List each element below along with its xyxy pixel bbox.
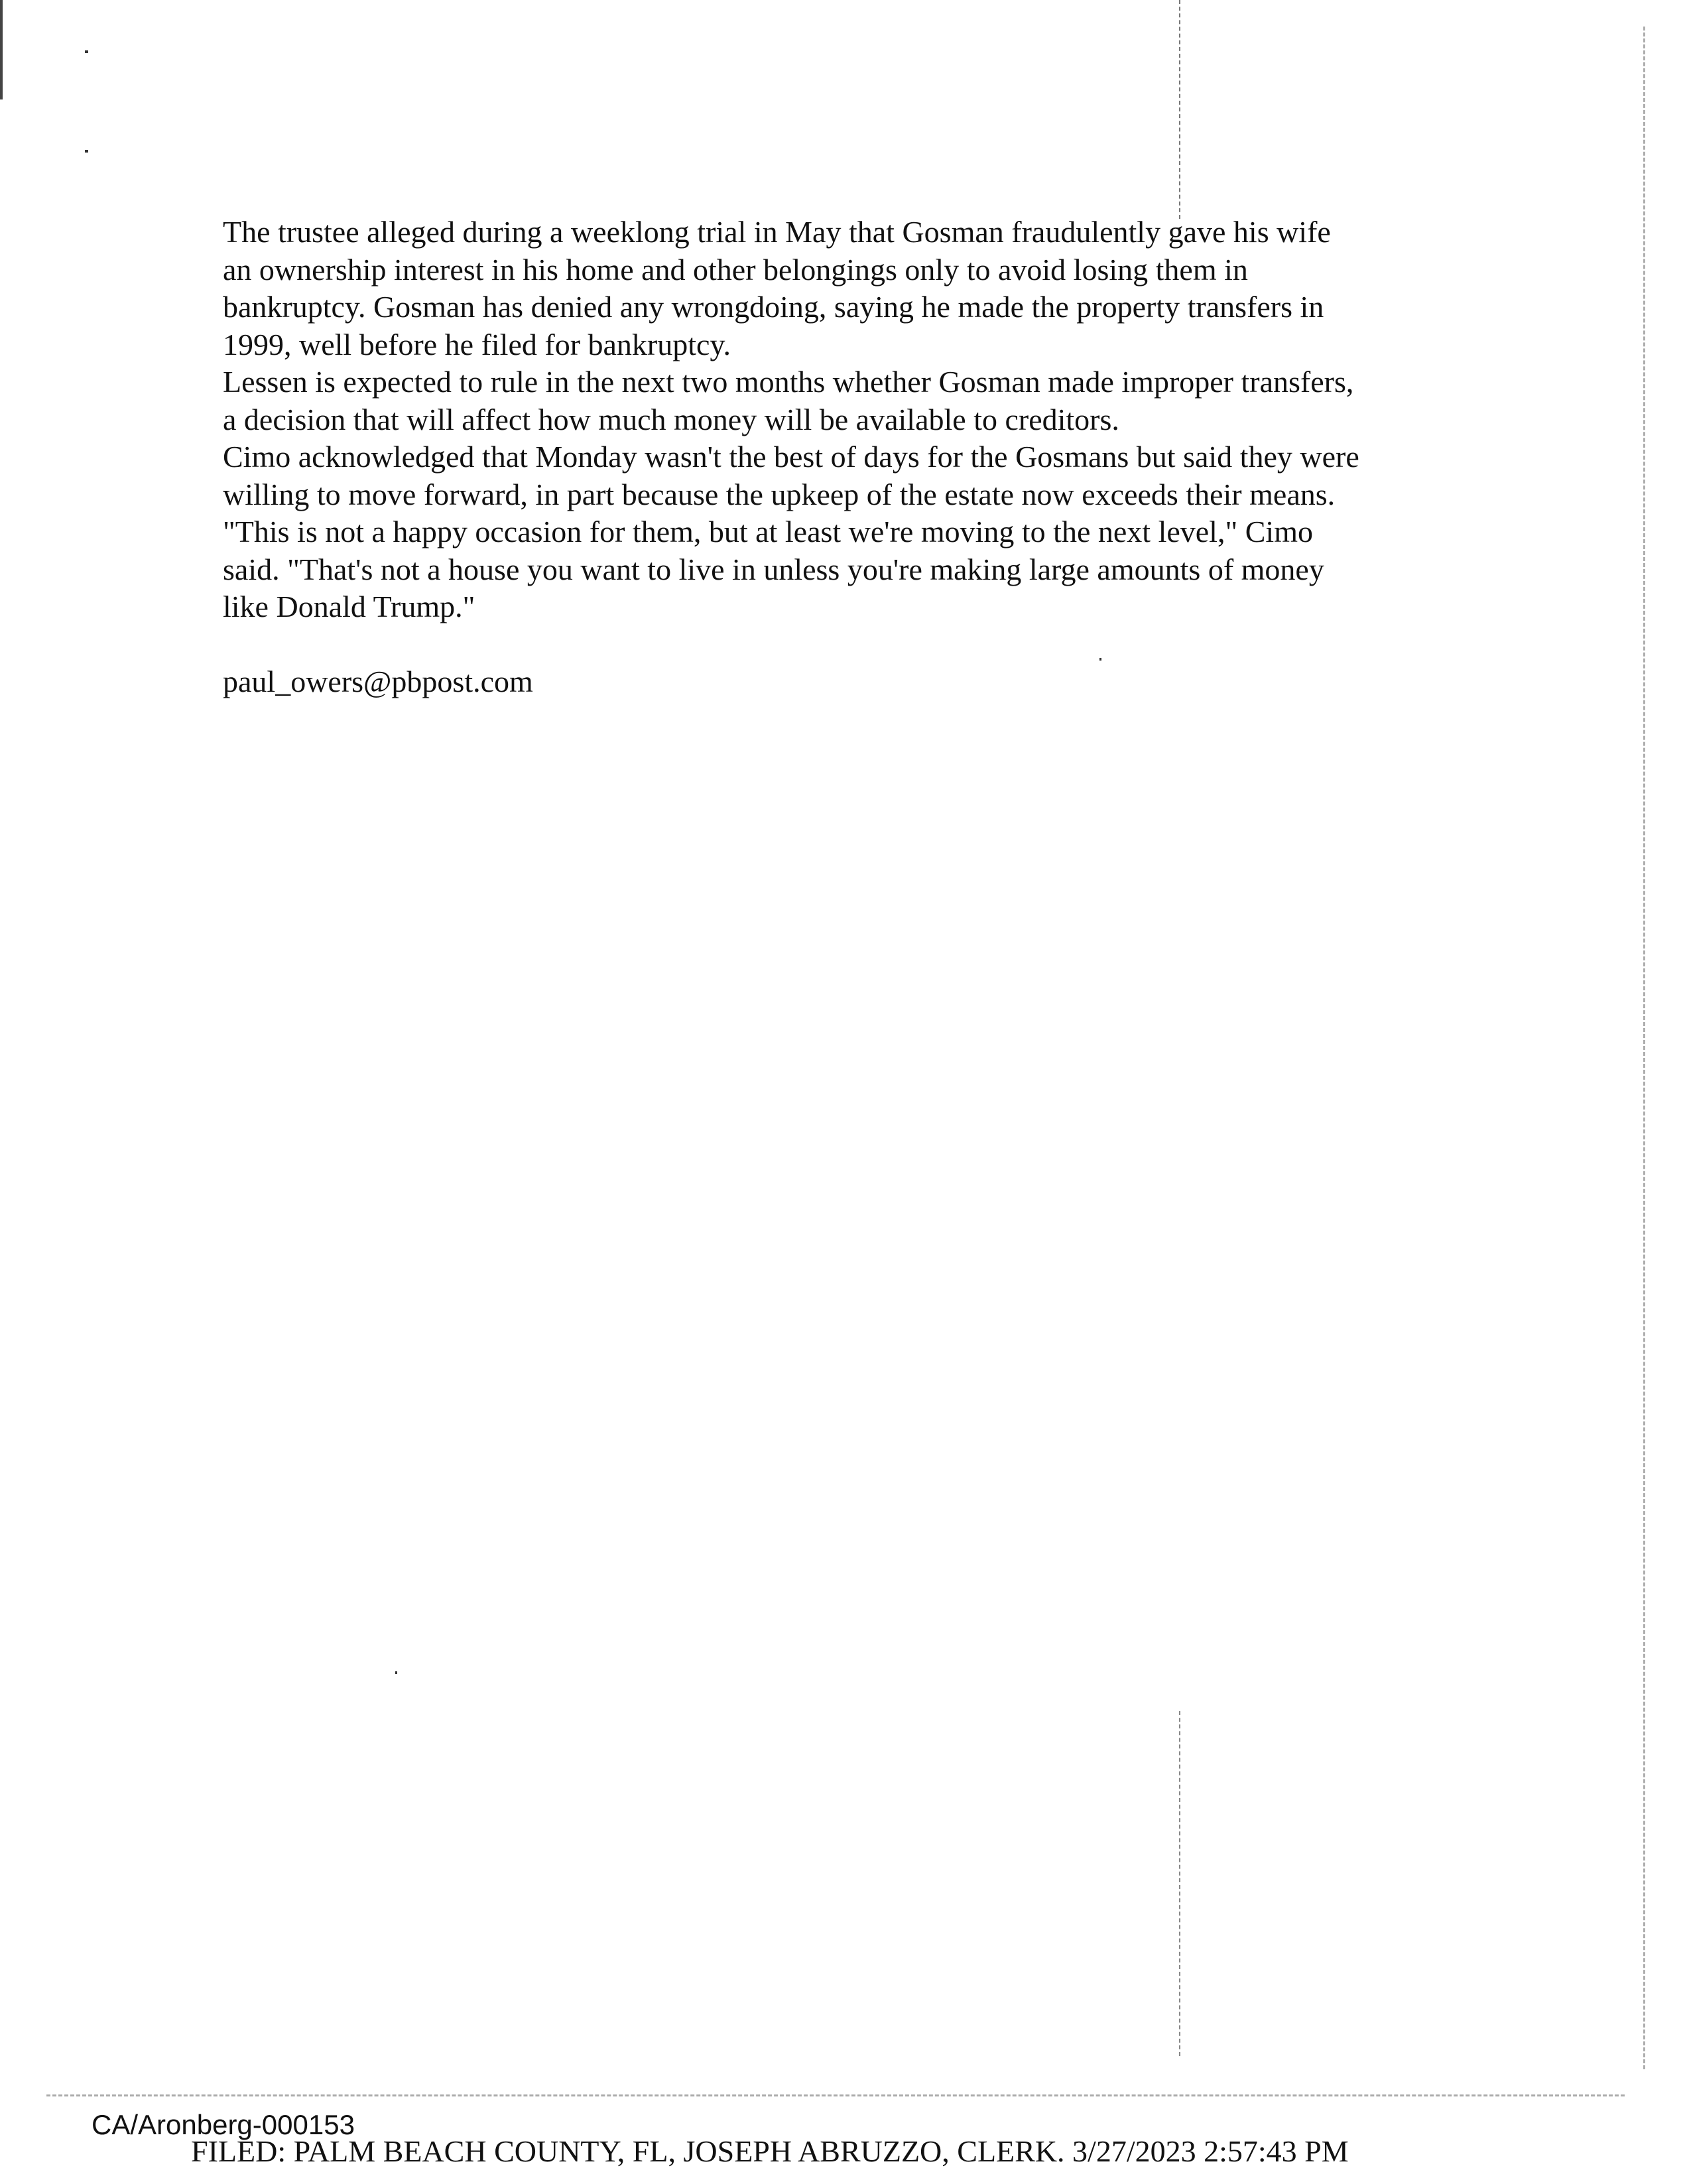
fold-line-top xyxy=(1179,0,1180,219)
scan-speck xyxy=(85,150,88,153)
article-paragraph: "This is not a happy occasion for them, but at least we're moving to the next level," Cimo said. "That's not a house you want to live in unless you're making large amounts of money like Donald Trump." xyxy=(223,515,1324,623)
scan-edge-right xyxy=(1643,27,1645,2069)
fold-line-bottom xyxy=(1179,1711,1180,2056)
author-email: paul_owers@pbpost.com xyxy=(223,664,533,698)
article-paragraph: Cimo acknowledged that Monday wasn't the best of days for the Gosmans but said they were willing to move forward, in part because the upkeep of the estate now exceeds their means. xyxy=(223,440,1359,511)
article-paragraph: The trustee alleged during a weeklong trial in May that Gosman fraudulently gave his wife an ownership interest in his home and other belongings only to avoid losing them in bankruptcy. Gosman has denied any wrongdoing, saying he made the property transfers in 1999, well before he filed for bankruptcy. xyxy=(223,215,1331,361)
scan-bottom-line xyxy=(46,2094,1625,2096)
scan-edge-left xyxy=(0,0,3,99)
scan-speck xyxy=(85,50,88,53)
filed-stamp: FILED: PALM BEACH COUNTY, FL, JOSEPH ABRUZZO, CLERK. 3/27/2023 2:57:43 PM xyxy=(191,2134,1349,2168)
scan-speck xyxy=(395,1671,397,1674)
article-paragraph: Lessen is expected to rule in the next two months whether Gosman made improper transfers, a decision that will affect how much money will be available to creditors. xyxy=(223,365,1354,436)
article-body xyxy=(223,214,1456,700)
bates-number: CA/Aronberg-000153 xyxy=(92,2109,355,2140)
